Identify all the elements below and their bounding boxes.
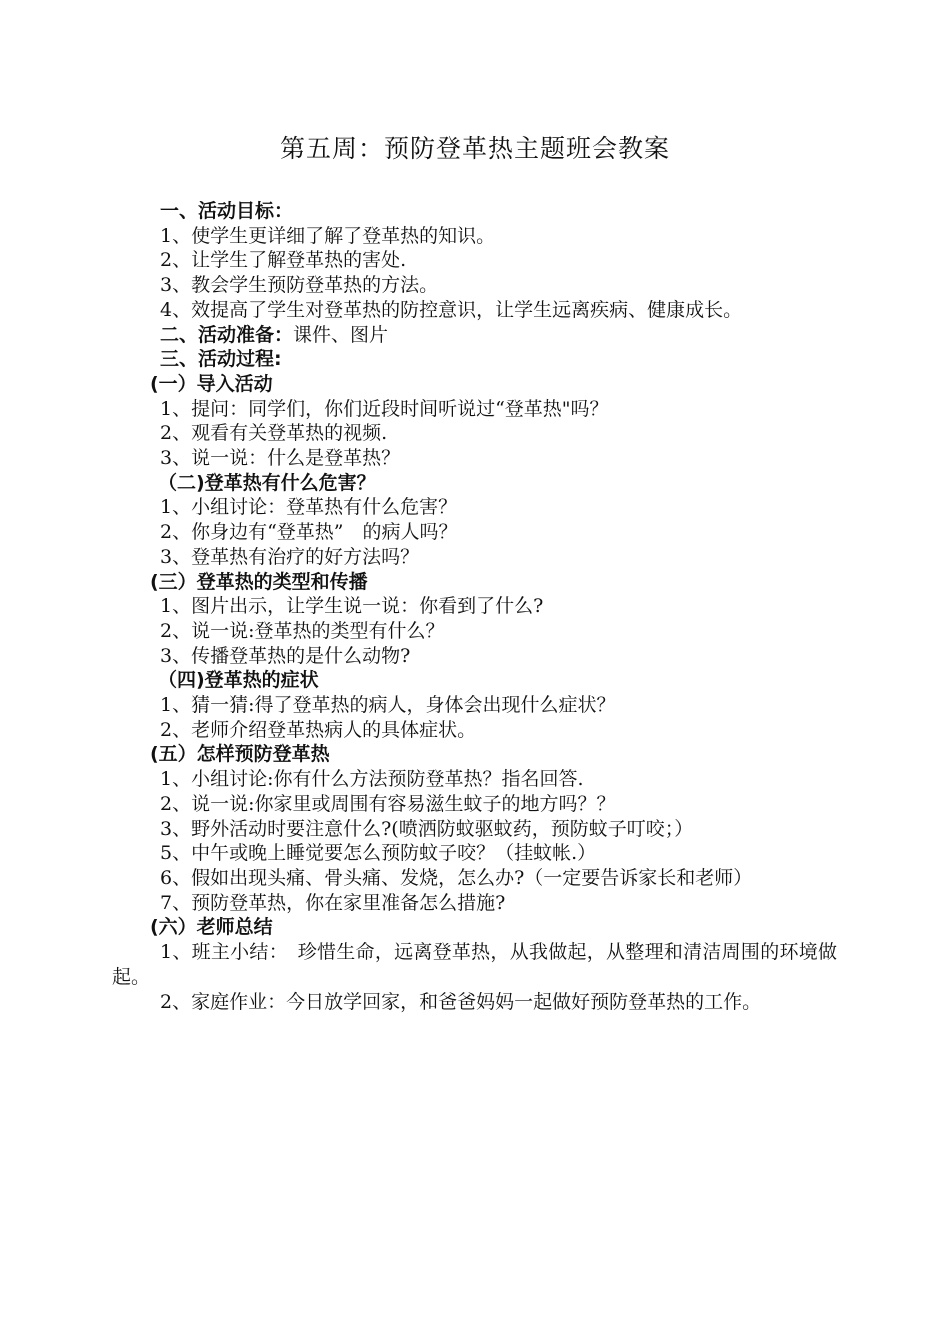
process-item: 2、说一说:你家里或周围有容易滋生蚊子的地方吗？？ [160,792,616,815]
subsection-heading-types: (三）登革热的类型和传播 [150,570,368,593]
process-item: 2、老师介绍登革热病人的具体症状。 [160,718,477,741]
subsection-heading-summary: (六）老师总结 [150,916,273,939]
process-item: 1、图片出示，让学生说一说：你看到了什么? [160,595,544,618]
goal-item: 3、教会学生预防登革热的方法。 [160,274,439,297]
process-item: 1、提问：同学们，你们近段时间听说过“登革热"吗？ [160,397,609,420]
goal-item: 2、让学生了解登革热的害处. [160,249,407,272]
section-heading-process: 三、活动过程: [160,348,282,371]
process-item: 5、中午或晚上睡觉要怎么预防蚊子咬？（挂蚊帐.） [160,842,597,865]
document-title: 第五周：预防登革热主题班会教案 [279,134,670,163]
process-item: 3、登革热有治疗的好方法吗？ [160,545,420,568]
section-heading-preparation [112,323,837,348]
process-item: 7、预防登革热，你在家里准备怎么措施? [160,891,506,914]
subsection-heading-intro: (一）导入活动 [150,372,273,395]
section-heading-goals: 一、活动目标： [160,200,294,222]
process-item: 2、观看有关登革热的视频. [160,422,388,445]
preparation-value: 课件、图片 [293,323,389,346]
summary-item: 2、家庭作业：今日放学回家，和爸爸妈妈一起做好预防登革热的工作。 [160,990,762,1013]
process-item: 3、野外活动时要注意什么?(喷洒防蚊驱蚊药，预防蚊子叮咬；） [160,817,694,840]
document-body [112,199,837,1014]
process-item: 3、传播登革热的是什么动物? [160,644,411,667]
preparation-label: 二、活动准备： [160,323,294,346]
process-item: 1、小组讨论：登革热有什么危害？ [160,496,458,519]
process-item: 6、假如出现头痛、骨头痛、发烧，怎么办?（一定要告诉家长和老师） [160,866,753,889]
process-item: 3、说一说：什么是登革热？ [160,447,401,470]
subsection-heading-prevention: (五）怎样预防登革热 [150,743,330,766]
process-item: 1、小组讨论:你有什么方法预防登革热？指名回答. [160,768,584,791]
goal-item: 1、使学生更详细了解了登革热的知识。 [160,224,496,247]
subsection-heading-harm: （二)登革热有什么危害？ [158,471,376,494]
summary-item: 1、班主小结： 珍惜生命，远离登革热，从我做起，从整理和清洁周围的环境做起。 [112,941,837,988]
process-item: 1、猜一猜:得了登革热的病人，身体会出现什么症状？ [160,694,616,717]
process-item: 2、说一说:登革热的类型有什么？ [160,619,445,642]
subsection-heading-symptoms: （四)登革热的症状 [158,669,319,692]
goal-item: 4、效提高了学生对登革热的防控意识，让学生远离疾病、健康成长。 [160,298,743,321]
process-item: 2、你身边有“登革热” 的病人吗？ [160,521,458,544]
